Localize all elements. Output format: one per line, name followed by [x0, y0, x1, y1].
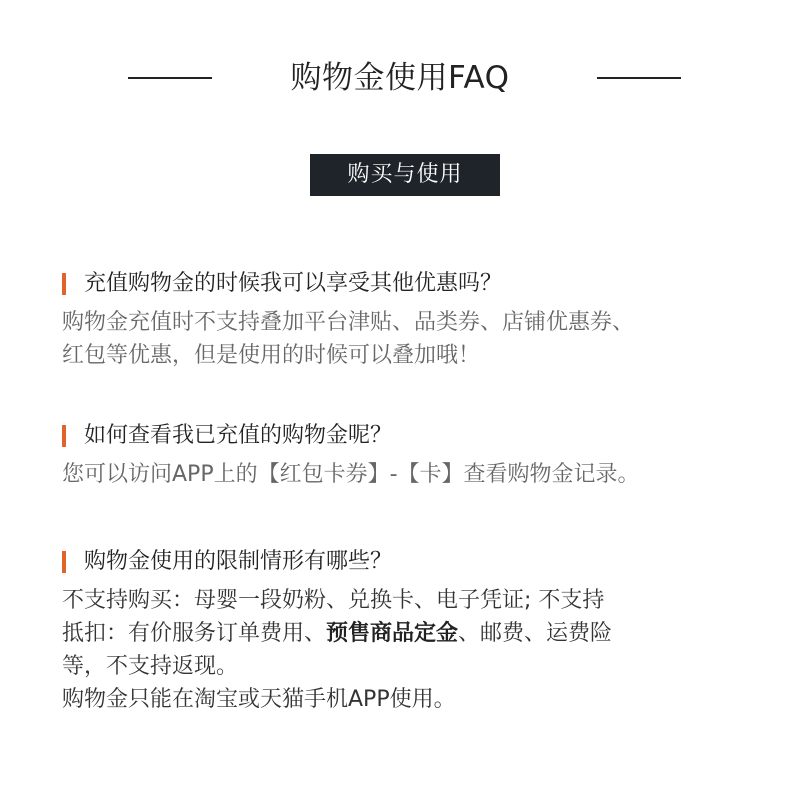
faq-answer-highlight: 预售商品定金 [326, 621, 459, 646]
page-header [0, 50, 800, 106]
faq-answer-line: 购物金充值时不支持叠加平台津贴、品类券、店铺优惠券、 [62, 310, 635, 335]
faq-item [62, 420, 752, 491]
faq-question [62, 268, 752, 300]
accent-bar [62, 273, 66, 295]
faq-item [62, 546, 752, 716]
faq-answer-line: 您可以访问APP上的【红包卡券】-【卡】查看购物金记录。 [62, 462, 640, 487]
accent-bar [62, 551, 66, 573]
faq-question-text: 充值购物金的时候我可以享受其他优惠吗？ [84, 271, 503, 296]
faq-answer-line: 红包等优惠，但是使用的时候可以叠加哦！ [62, 343, 481, 368]
faq-answer [62, 458, 752, 491]
faq-question-text: 购物金使用的限制情形有哪些？ [84, 549, 393, 574]
faq-answer-line: 购物金只能在淘宝或天猫手机APP使用。 [62, 687, 456, 712]
faq-answer [62, 584, 752, 716]
faq-answer-text: 、邮费、运费险 [458, 621, 613, 646]
faq-answer-line: 不支持购买：母婴一段奶粉、兑换卡、电子凭证; 不支持 [62, 588, 605, 613]
accent-bar [62, 425, 66, 447]
page-title: 购物金使用FAQ [290, 60, 510, 96]
faq-item [62, 268, 752, 372]
faq-answer-line [62, 617, 752, 650]
title-divider-right [597, 77, 681, 79]
faq-answer-text: 抵扣：有价服务订单费用、 [62, 621, 327, 646]
faq-question [62, 420, 752, 452]
section-badge: 购买与使用 [310, 154, 500, 196]
faq-answer-line: 等，不支持返现。 [62, 654, 239, 679]
faq-question-text: 如何查看我已充值的购物金呢？ [84, 423, 393, 448]
faq-question [62, 546, 752, 578]
faq-answer [62, 306, 752, 372]
